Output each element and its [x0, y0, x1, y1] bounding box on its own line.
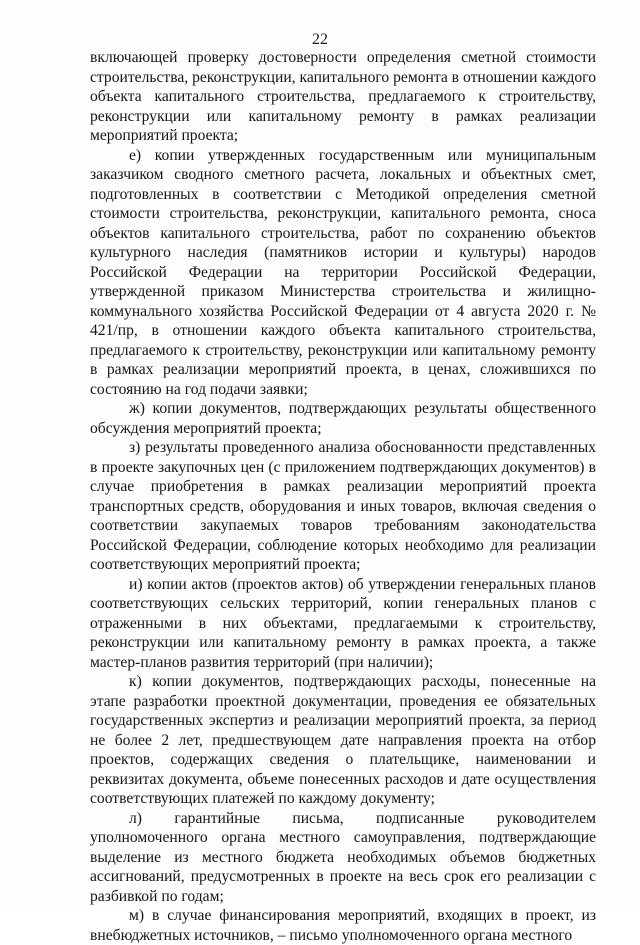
paragraph-item-i: и) копии актов (проектов актов) об утверждении генеральных планов соответствующих сельских территорий, копии генеральных планов с отраженными в них объектами, предлагаемыми к строительству, реконструкции или капитальному ремонту в рамках проекта, а также мастер-планов развития территорий (при наличии);: [90, 575, 596, 671]
page-number: 22: [312, 31, 328, 48]
paragraph-item-e: е) копии утвержденных государственным или муниципальным заказчиком сводного сметного расчета, локальных и объектных смет, подготовленных в соответствии с Методикой определения сметной стоимости строительства, реконструкции, капитального ремонта, сноса объектов капитального строительства, работ по сохранению объектов культурного наследия (памятников истории и культуры) народов Российской Федерации на территории Российской Федерации, утвержденной приказом Министерства строительства и жилищно-коммунального хозяйства Российской Федерации от 4 августа 2020 г. № 421/пр, в отношении каждого объекта капитального строительства, предлагаемого к строительству, реконструкции или капитальному ремонту в рамках реализации мероприятий проекта, в ценах, сложившихся по состоянию на год подачи заявки;: [90, 146, 596, 398]
paragraph-item-l: л) гарантийные письма, подписанные руководителем уполномоченного органа местного самоуправления, подтверждающие выделение из местного бюджета необходимых объемов бюджетных ассигнований, предусмотренных в проекте на весь срок его реализации с разбивкой по годам;: [90, 809, 596, 905]
paragraph-item-m: м) в случае финансирования мероприятий, входящих в проект, из внебюджетных источников, – письмо уполномоченного органа местного: [90, 907, 596, 944]
paragraph-item-z: з) результаты проведенного анализа обоснованности представленных в проекте закупочных цен (с приложением подтверждающих документов) в случае приобретения в рамках реализации мероприятий проекта транспортных средств, оборудования и иных товаров, включая сведения о соответствии закупаемых товаров требованиям законодательства Российской Федерации, соблюдение которых необходимо для реализации соответствующих мероприятий проекта;: [90, 439, 596, 573]
paragraph-item-zh: ж) копии документов, подтверждающих результаты общественного обсуждения мероприятий проекта;: [90, 400, 596, 437]
paragraph-item-k: к) копии документов, подтверждающих расходы, понесенные на этапе разработки проектной документации, проведения ее обязательных государственных экспертиз и реализации мероприятий проекта, за период не более 2 лет, предшествующем дате направления проекта на отбор проектов, содержащих сведения о плательщике, наименовании и реквизитах документа, объеме понесенных расходов и дате осуществления соответствующих платежей по каждому документу;: [90, 673, 596, 807]
paragraph-continuation: включающей проверку достоверности определения сметной стоимости строительства, реконструкции, капитального ремонта в отношении каждого объекта капитального строительства, предлагаемого к строительству, реконструкции или капитальному ремонту в рамках реализации мероприятий проекта;: [90, 49, 596, 144]
document-body: [90, 48, 596, 945]
